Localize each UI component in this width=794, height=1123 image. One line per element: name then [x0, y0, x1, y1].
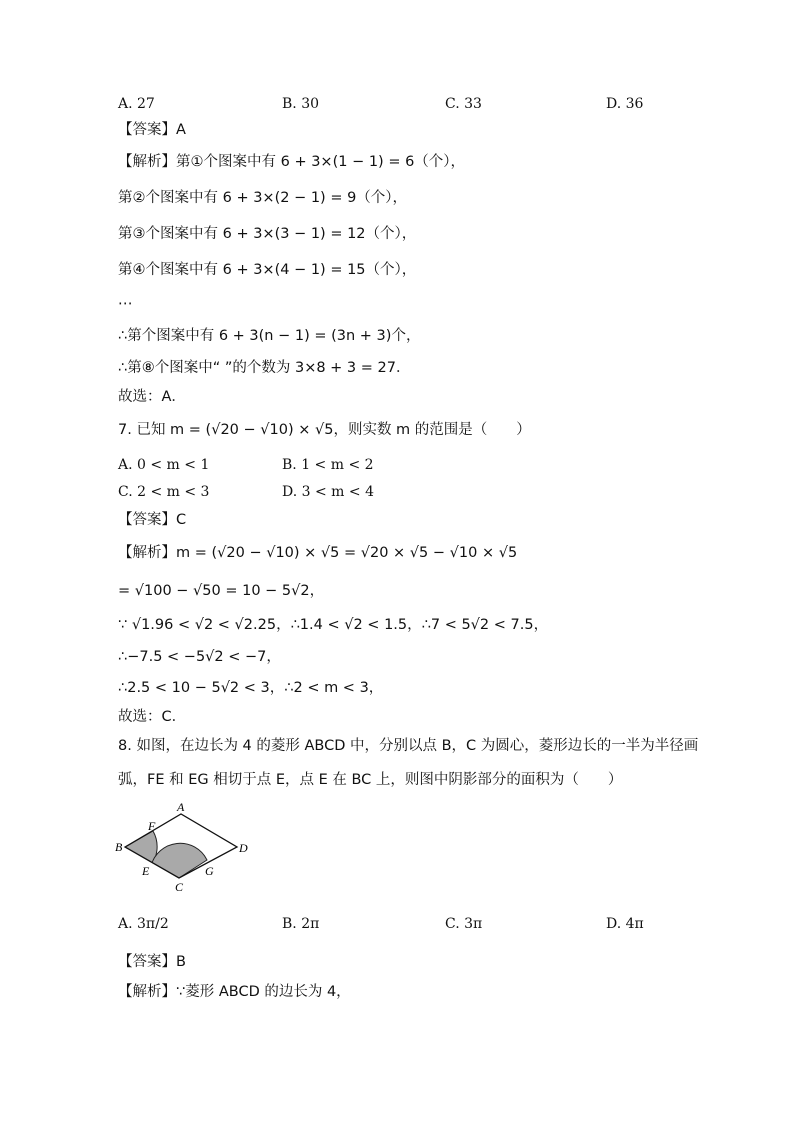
shaded-sector-c	[151, 843, 207, 878]
q7-analysis-line-2: = √100 − √50 = 10 − 5√2，	[118, 583, 325, 599]
label-a: A	[177, 802, 185, 814]
q7-answer: 【答案】C	[118, 512, 187, 528]
label-g: G	[205, 864, 214, 878]
label-f: F	[148, 819, 156, 833]
q7-conclusion: 故选：C．	[118, 709, 187, 725]
q7-option-b: B. 1 < m < 2	[282, 457, 374, 473]
q6-analysis-line-7: ∴第⑧个图案中“ ”的个数为 3×8 + 3 = 27．	[118, 360, 411, 376]
q6-option-a: A. 27	[118, 96, 155, 112]
q6-option-d: D. 36	[606, 96, 644, 112]
q6-analysis-ellipsis: ⋯	[118, 296, 133, 312]
q8-stem-line-1: 8. 如图，在边长为 4 的菱形 ABCD 中，分别以点 B，C 为圆心，菱形边长的一半为半径画	[118, 738, 699, 754]
q8-option-a: A. 3π/2	[118, 916, 169, 932]
q7-analysis-line-1: 【解析】m = (√20 − √10) × √5 = √20 × √5 − √10 × √5	[118, 545, 518, 561]
q7-stem: 7. 已知 m = (√20 − √10) × √5，则实数 m 的范围是（ ）	[118, 422, 531, 438]
q8-option-c: C. 3π	[445, 916, 483, 932]
q8-stem-line-2: 弧，FE 和 EG 相切于点 E，点 E 在 BC 上，则图中阴影部分的面积为（ ）	[118, 772, 623, 788]
label-b: B	[115, 840, 123, 854]
q6-analysis-line-4: 第④个图案中有 6 + 3×(4 − 1) = 15（个），	[118, 262, 417, 278]
q8-answer: 【答案】B	[118, 954, 186, 970]
q8-option-d: D. 4π	[606, 916, 644, 932]
q7-option-a: A. 0 < m < 1	[118, 457, 210, 473]
label-c: C	[175, 880, 184, 892]
q7-analysis-line-3: ∵ √1.96 < √2 < √2.25，∴1.4 < √2 < 1.5，∴7 < 5√2 < 7.5，	[118, 617, 549, 633]
q8-option-b: B. 2π	[282, 916, 320, 932]
label-e: E	[142, 864, 150, 878]
q6-analysis-line-6: ∴第个图案中有 6 + 3(n − 1) = (3n + 3)个，	[118, 328, 421, 344]
label-d: D	[239, 841, 248, 855]
q6-conclusion: 故选：A．	[118, 389, 186, 405]
q7-option-c: C. 2 < m < 3	[118, 484, 210, 500]
q6-analysis-line-2: 第②个图案中有 6 + 3×(2 − 1) = 9（个），	[118, 190, 408, 206]
q7-analysis-line-5: ∴2.5 < 10 − 5√2 < 3，∴2 < m < 3，	[118, 680, 384, 696]
q8-analysis-line-1: 【解析】∵菱形 ABCD 的边长为 4，	[118, 984, 351, 1000]
q7-analysis-line-4: ∴−7.5 < −5√2 < −7，	[118, 649, 281, 665]
rhombus-figure	[115, 802, 255, 892]
q6-option-b: B. 30	[282, 96, 320, 112]
q7-option-d: D. 3 < m < 4	[282, 484, 374, 500]
q6-analysis-line-1: 【解析】第①个图案中有 6 + 3×(1 − 1) = 6（个），	[118, 154, 466, 170]
q6-analysis-line-3: 第③个图案中有 6 + 3×(3 − 1) = 12（个），	[118, 226, 417, 242]
q6-option-c: C. 33	[445, 96, 482, 112]
q6-answer: 【答案】A	[118, 122, 186, 138]
